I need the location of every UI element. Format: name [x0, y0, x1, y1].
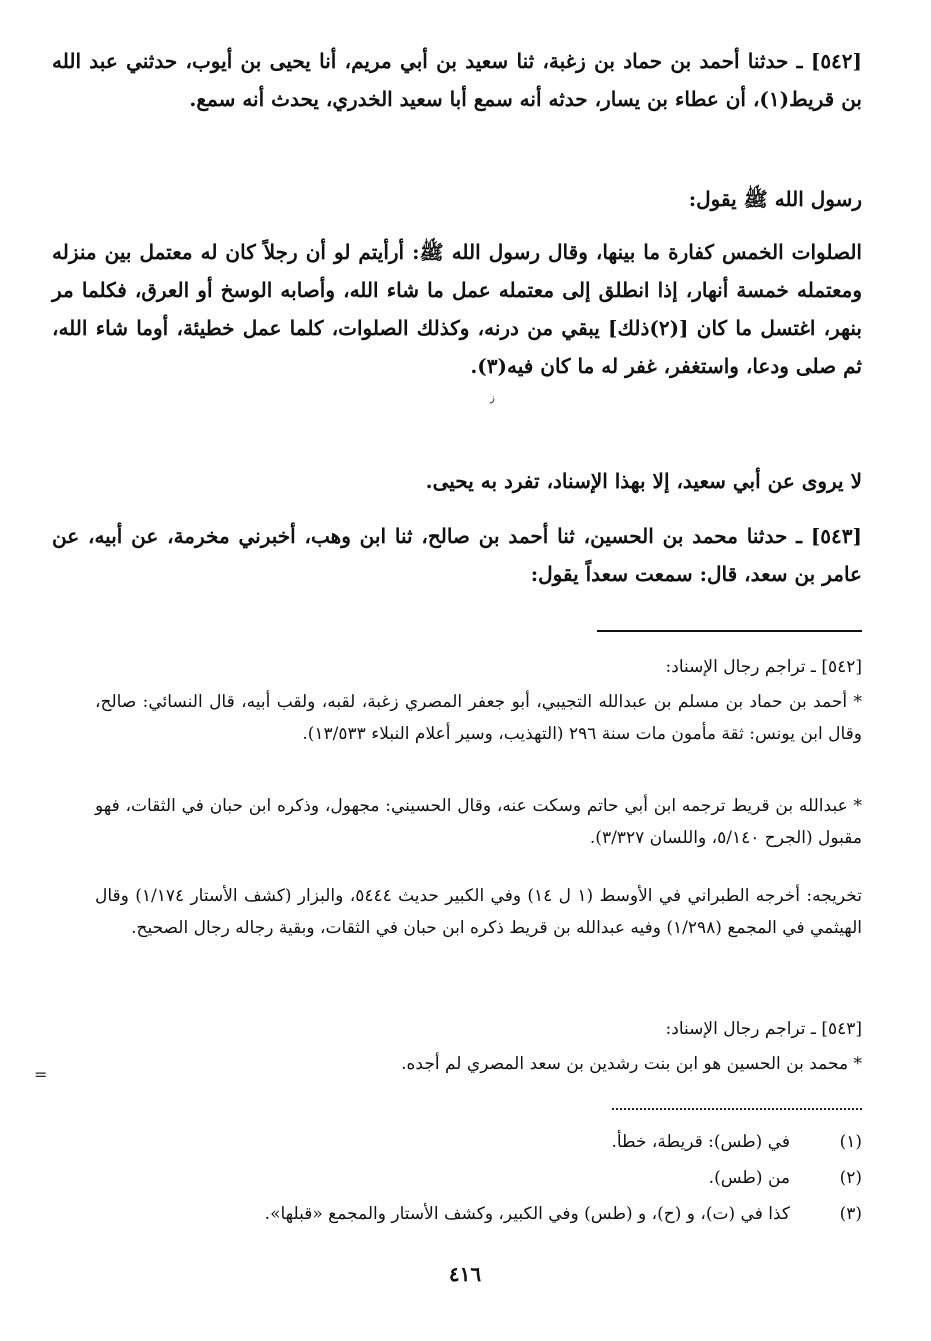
hadith-542-paragraph: [٥٤٢] ـ حدثنا أحمد بن حماد بن زغبة، ثنا سعيد بن أبي مريم، أنا يحيى بن أيوب، حدثني عبد الله بن قريط(١)، أن عطاء بن يسار، حدثه أنه سمع أبا سعيد الخدري، يحدث أنه سمع. — [52, 49, 863, 111]
footnote-text: من (طس). — [708, 1168, 790, 1188]
footnote-number: (٢) — [839, 1168, 862, 1188]
footnote-number: (٣) — [839, 1204, 862, 1224]
footnote-1 — [150, 1126, 862, 1158]
note-542-heading: [٥٤٢] ـ تراجم رجال الإسناد: — [665, 657, 862, 677]
notes-separator-line — [597, 630, 862, 632]
prophet-says-line: رسول الله ﷺ يقول: — [688, 187, 862, 211]
note-542-takhrij: تخريجه: أخرجه الطبراني في الأوسط (١ ل ١٤) وفي الكبير حديث ٥٤٤٤، والبزار (كشف الأستار ١/١٧٤) وقال الهيثمي في المجمع (١/٢٩٨) وفيه عبدالله بن قريط ذكره ابن حبان في الثقات، وبقية رجاله رجال الصحيح. — [95, 886, 863, 938]
footnote-text: كذا في (ت)، و (ح)، و (طس) وفي الكبير، وكشف الأستار والمجمع «قبلها». — [264, 1204, 790, 1224]
note-542-bio-abdullah: * عبدالله بن قريط ترجمه ابن أبي حاتم وسكت عنه، وقال الحسيني: مجهول، وذكره ابن حبان في الثقات، فهو مقبول (الجرح ٥/١٤٠، واللسان ٣/٣٢٧). — [95, 796, 862, 848]
margin-small-mark: ز — [490, 393, 495, 404]
footnote-2 — [150, 1162, 862, 1194]
note-543-bio-muhammad: * محمد بن الحسين هو ابن بنت رشدين بن سعد المصري لم أجده. — [401, 1054, 862, 1074]
footnotes-dotted-separator — [612, 1108, 862, 1110]
note-543-heading: [٥٤٣] ـ تراجم رجال الإسناد: — [665, 1019, 862, 1039]
footnote-3 — [150, 1198, 862, 1230]
remark-542-line: لا يروى عن أبي سعيد، إلا بهذا الإسناد، تفرد به يحيى. — [425, 469, 862, 493]
page-number: ٤١٦ — [448, 1262, 482, 1286]
matn-542-paragraph: الصلوات الخمس كفارة ما بينها، وقال رسول الله ﷺ: أرأيتم لو أن رجلاً كان له معتمل بين منزله ومعتمله خمسة أنهار، إذا انطلق إلى معتمله عمل ما شاء الله، وأصابه الوسخ أو العرق، فكلما مر بنهر، اغتسل ما كان [(٢)ذلك] يبقي من درنه، وكذلك الصلوات، كلما عمل خطيئة، أوما شاء الله، ثم صلى ودعا، واستغفر، غفر له ما كان فيه(٣). — [52, 240, 862, 378]
note-542-bio-ahmad: * أحمد بن حماد بن مسلم بن عبدالله التجيبي، أبو جعفر المصري زغبة، لقبه، ولقب أبيه، قال النسائي: صالح، وقال ابن يونس: ثقة مأمون مات سنة ٢٩٦ (التهذيب، وسير أعلام النبلاء ١٣/٥٣٣). — [95, 692, 862, 744]
footnote-number: (١) — [839, 1132, 862, 1152]
footnote-text: في (طس): قريطة، خطأ. — [611, 1132, 790, 1152]
margin-continuation-mark: = — [34, 1065, 48, 1084]
hadith-543-paragraph: [٥٤٣] ـ حدثنا محمد بن الحسين، ثنا أحمد بن صالح، ثنا ابن وهب، أخبرني مخرمة، عن أبيه، عن عامر بن سعد، قال: سمعت سعداً يقول: — [52, 524, 862, 586]
